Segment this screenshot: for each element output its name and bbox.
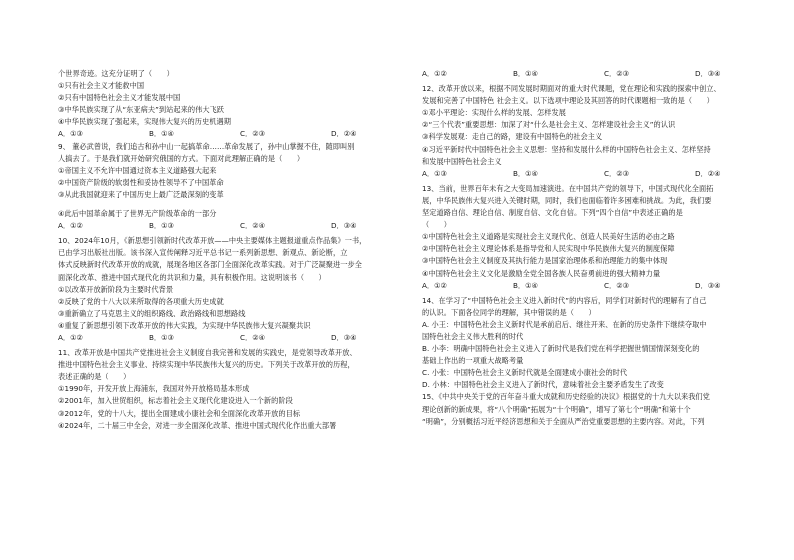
answer-option: D．②④ [331,129,357,139]
text-line: 国特色社会主义伟大胜利的时代 [422,331,524,341]
text-line: C. 小张：中国特色社会主义新时代就是全面建成小康社会的时代 [422,368,628,378]
answer-option: D．③④ [695,280,721,290]
answer-options [58,332,420,344]
answer-option: B．①③ [149,332,175,342]
answer-option: D．②④ [695,168,721,178]
answer-option: B．①④ [513,280,539,290]
answer-option: A．①② [422,69,447,78]
answer-option: B．①③ [149,221,175,231]
text-line: 推进中国特色社会主义事业、持续实现中华民族伟大复兴的历史。下列关于改革开放的历程， [58,360,355,370]
text-line: 基础上作出的一项重大战略考量 [422,356,524,366]
text-line: 坚定道路自信、理论自信、制度自信、文化自信。下列“四个自信”中表述正确的是 [422,208,683,218]
answer-option: B．①④ [513,168,539,178]
text-line: ④2024年，二十届三中全会，对进一步全面深化改革、推进中国式现代化作出重大部署 [58,420,337,430]
text-line: ③2012年，党的十八大，提出全面建成小康社会和全面深化改革开放的目标 [58,408,301,418]
text-line: ③重新确立了马克思主义的组织路线、政治路线和思想路线 [58,308,246,318]
text-line: 发展和完善了中国特色 社会主义。以下选项中理论及其回答的时代课题相一致的是（ ） [422,96,714,106]
answer-option: C．②③ [604,168,630,178]
text-line: ①只有社会主义才能救中国 [58,81,145,91]
text-line: 11、改革开放是中国共产党推进社会主义制度自我完善和发展的实践史，是党领导改革开放、 [58,348,357,358]
text-line: 12、改革开放以来，根据不同发展时期面对的重大时代课题，党在理论和实践的探索中创立、 [422,84,721,94]
text-line: 10、2024年10月，《新思想引领新时代改革开放——中央主要媒体主题报道重点作品集》一书， [58,236,367,246]
answer-options [58,128,420,140]
text-line: ④重复了新思想引领下改革开放的伟大实践，为实现中华民族伟大复兴凝聚共识 [58,320,311,330]
answer-option: A．①② [58,332,83,342]
text-line: ①以改革开放新阶段为主要时代背景 [58,284,174,294]
text-line: ③科学发展观：走自己的路，建设有中国特色的社会主义 [422,132,603,142]
text-line: 体式反映新时代改革开放的成就，展现各地区各部门全面深化改革实践。对于广泛凝聚进一步全 [58,260,362,270]
text-line: “明确”，分别概括习近平经济思想和关于全面从严治党重要思想的主要内容。对此，下列 [422,416,705,426]
text-line: ②“三个代表”重要思想：加深了对“什么是社会主义、怎样建设社会主义”的认识 [422,120,676,130]
answer-options [422,280,784,292]
text-line: 面深化改革、推进中国式现代化的共识和力量，具有积极作用。这说明该书（ ） [58,272,326,282]
text-line: 展，中华民族伟大复兴进入关键时期，同时，我们也面临着许多困难和挑战。为此，我们要 [422,195,712,205]
text-line: ②只有中国特色社会主义才能发展中国 [58,93,181,103]
text-line: ①帝国主义不允许中国通过资本主义道路强大起来 [58,165,217,175]
answer-option: C．②③ [604,69,630,78]
answer-option: C．②④ [240,332,266,342]
text-line: A. 小王：中国特色社会主义新时代是承前启后、继往开来、在新的历史条件下继续夺取中 [422,319,707,329]
text-line: ③从此我国就迎来了中国历史上最广泛最深刻的变革 [58,189,224,199]
text-line: B. 小李：明确中国特色社会主义进入了新时代是我们党在科学把握世情国情深刻变化的 [422,344,700,354]
answer-option: C．②③ [604,280,630,290]
text-line: ③中华民族实现了从“东亚病夫”到站起来的伟大飞跃 [58,105,225,115]
text-line: 个世界奇迹。这充分证明了（ ） [58,69,174,78]
answer-option: A．①② [58,221,83,231]
answer-option: D．③④ [331,221,357,231]
spacer [58,201,420,208]
text-line: 理论创新的新成果，将“八个明确”拓展为“十个明确”，增写了第七个“明确”和第十个 [422,404,691,414]
text-line: ②中国资产阶级的软弱性和妥协性领导不了中国革命 [58,177,224,187]
answer-options [422,68,784,80]
text-line: ②2001年，加入世贸组织，标志着社会主义现代化建设进入一个新的阶段 [58,396,293,406]
text-line: D. 小林：中国特色社会主义进入了新时代，意味着社会主要矛盾发生了改变 [422,380,664,390]
text-line: ④中华民族实现了强起来，实现伟大复兴的历史机遇期 [58,117,231,127]
answer-option: B．①④ [149,129,175,139]
text-line: ①1990年，开发开放上海浦东，我国对外开放格局基本形成 [58,384,250,394]
text-line: 和发展中国特色社会主义 [422,156,502,166]
answer-option: C．②③ [240,129,266,139]
text-line: 15、《中共中央关于党的百年奋斗重大成就和历史经验的决议》根据党的十九大以来我们党 [422,392,710,402]
text-line: 13、当前，世界百年未有之大变局加速演进。在中国共产党的领导下，中国式现代化全面拓 [422,183,714,193]
answer-options [422,168,784,180]
text-line: 的认识。下面各位同学的理解，其中错误的是（ ） [422,307,596,317]
text-line: 14、在学习了“中国特色社会主义进入新时代”的内容后，同学们对新时代的理解有了自己 [422,295,707,305]
text-line: ④中国特色社会主义文化是激励全党全国各族人民奋勇前进的强大精神力量 [422,268,661,278]
text-line: （ ） [422,220,451,230]
answer-option: C．②④ [240,221,266,231]
text-line: ④习近平新时代中国特色社会主义思想：坚持和发展什么样的中国特色社会主义、怎样坚持 [422,144,711,154]
right-column [422,68,784,428]
text-line: ①邓小平理论：实现什么样的发展、怎样发展 [422,108,567,118]
text-line: ①中国特色社会主义道路是实现社会主义现代化、创造人民美好生活的必由之路 [422,232,675,242]
answer-option: A．①③ [58,129,83,139]
answer-options [58,220,420,232]
text-line: 9、 董必武曾说，我们追古和孙中山一起搞革命……革命发展了，孙中山掌握不住，随即叫别 [58,141,355,151]
text-line: ②反映了党的十八大以来所取得的各项重大历史成就 [58,296,224,306]
text-line: ④此后中国革命属于了世界无产阶级革命的一部分 [58,209,217,219]
answer-option: D．③④ [695,69,721,78]
text-line: 表述正确的是（ ） [58,372,131,382]
left-column [58,68,420,432]
text-line: 人搞去了。于是我们就开始研究俄国的方式。下面对此理解正确的是（ ） [58,153,305,163]
answer-option: A．①③ [422,168,447,178]
text-line: ②中国特色社会主义理论体系是指导党和人民实现中华民族伟大复兴的制度保障 [422,244,675,254]
answer-option: A．①② [422,280,447,290]
answer-option: D．③④ [331,332,357,342]
text-line: 已由学习出版社出版。该书深入宣传阐释习近平总书记一系列新思想、新观点、新论断，立 [58,248,348,258]
text-line: ③中国特色社会主义制度及其执行能力是国家治理体系和治理能力的集中体现 [422,256,668,266]
answer-option: B．①④ [513,69,539,78]
